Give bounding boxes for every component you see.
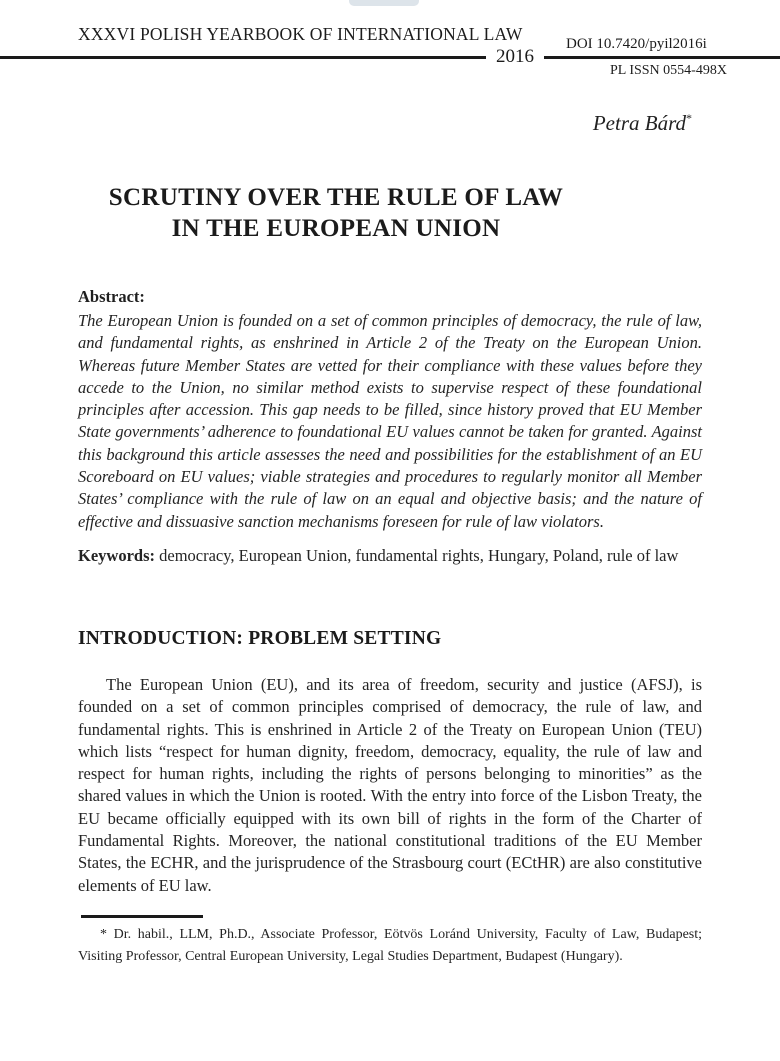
footnote-marker: * <box>100 927 114 942</box>
article-title-line2: IN THE EUROPEAN UNION <box>171 215 501 242</box>
keywords-label: Keywords: <box>78 546 155 565</box>
footnote <box>78 924 702 967</box>
footnote-text: Dr. habil., LLM, Ph.D., Associate Professor, Eötvös Loránd University, Faculty of Law, Budapest; Visiting Professor, Central European University, Legal Studies Department, Budapest (Hungary). <box>78 927 703 964</box>
abstract-label: Abstract: <box>78 287 145 306</box>
journal-title: XXXVI POLISH YEARBOOK OF INTERNATIONAL LAW <box>78 24 523 44</box>
top-scan-artifact <box>349 0 419 6</box>
abstract-section <box>78 286 702 533</box>
author-line <box>80 111 692 136</box>
article-title-line1: SCRUTINY OVER THE RULE OF LAW <box>108 184 564 211</box>
keywords-text: democracy, European Union, fundamental rights, Hungary, Poland, rule of law <box>155 546 679 565</box>
issn-label: PL ISSN 0554-498X <box>610 63 727 78</box>
author-footnote-marker: * <box>686 111 692 125</box>
keywords-section <box>78 544 702 567</box>
footnote-rule <box>81 915 203 918</box>
header-rule <box>0 56 780 59</box>
author-name: Petra Bárd <box>592 111 686 135</box>
volume-year: 2016 <box>486 44 544 70</box>
article-title <box>80 182 592 244</box>
abstract-text: The European Union is founded on a set of common principles of democracy, the rule of law, and fundamental rights, as enshrined in Article 2 of the Treaty on the European Union. Whereas future Member States are vetted for their compliance with these values before they accede to the Union, no similar method exists to supervise respect of these foundational principles after accession. This gap needs to be filled, since history proved that EU Member State governments’ adherence to foundational EU values cannot be taken for granted. Against this background this article assesses the need and possibilities for the establishment of an EU Scoreboard on EU values; viable strategies and procedures to regularly monitor all Member States’ compliance with the rule of law on an equal and objective basis; and the nature of effective and dissuasive sanction mechanisms foreseen for rule of law violators. <box>78 311 702 531</box>
introduction-paragraph: The European Union (EU), and its area of freedom, security and justice (AFSJ), is founded on a set of common principles comprised of democracy, the rule of law, and fundamental rights. This is enshrined in Article 2 of the Treaty on European Union (TEU) which lists “respect for human dignity, freedom, democracy, equality, the rule of law and respect for human rights, including the rights of persons belonging to minorities” as the shared values in which the Union is rooted. With the entry into force of the Lisbon Treaty, the EU became officially equipped with its own bill of rights in the form of the Charter of Fundamental Rights. Moreover, the national constitutional traditions of the EU Member States, the ECHR, and the jurisprudence of the Strasbourg court (ECtHR) are also constitutive elements of EU law. <box>78 675 702 895</box>
section-heading-introduction: INTRODUCTION: PROBLEM SETTING <box>78 628 442 649</box>
doi-label: DOI 10.7420/pyil2016i <box>566 36 707 52</box>
